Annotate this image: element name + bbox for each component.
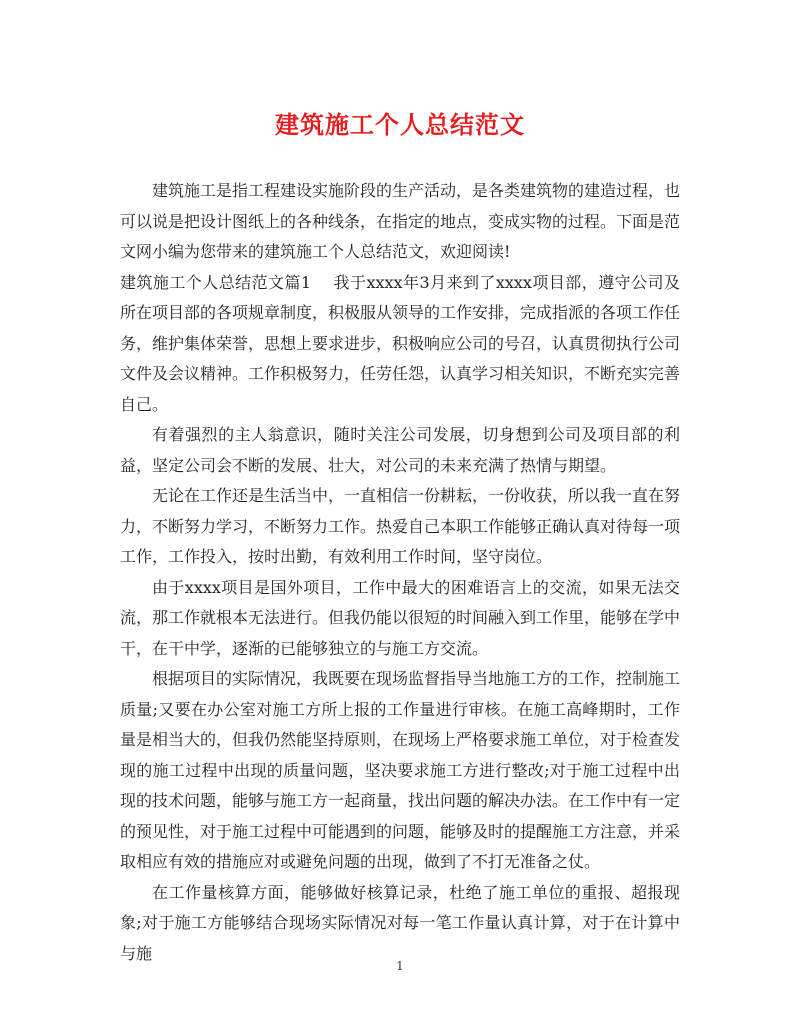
body-paragraph: 有着强烈的主人翁意识，随时关注公司发展，切身想到公司及项目部的利益，坚定公司会不断的发展、壮大，对公司的未来充满了热情与期望。 bbox=[120, 425, 680, 475]
body-paragraph: 由于xxxx项目是国外项目，工作中最大的困难语言上的交流，如果无法交流，那工作就根本无法进行。但我仍能以很短的时间融入到工作里，能够在学中干，在干中学，逐渐的已能够独立的与施工方交流。 bbox=[120, 577, 681, 658]
section-heading: 建筑施工个人总结范文篇1 bbox=[120, 272, 312, 292]
section-first-text: 我于xxxx年3月来到了xxxx项目部，遵守公司及所在项目部的各项规章制度，积极服从领导的工作安排，完成指派的各项工作任务，维护集体荣誉，思想上要求进步，积极响应公司的号召，认真贯彻执行公司文件及会议精神。工作积极努力，任劳任怨，认真学习相关知识，不断充实完善自己。 bbox=[120, 272, 681, 414]
page-number: 1 bbox=[396, 959, 404, 973]
document-title: 建筑施工个人总结范文 bbox=[275, 110, 525, 139]
intro-paragraph: 建筑施工是指工程建设实施阶段的生产活动，是各类建筑物的建造过程，也可以说是把设计图纸上的各种线条，在指定的地点，变成实物的过程。下面是范文网小编为您带来的建筑施工个人总结范文，欢迎阅读! bbox=[120, 181, 681, 261]
body-paragraph: 无论在工作还是生活当中，一直相信一份耕耘，一份收获，所以我一直在努力，不断努力学习，不断努力工作。热爱自己本职工作能够正确认真对待每一项工作，工作投入，按时出勤，有效利用工作时间，坚守岗位。 bbox=[120, 486, 681, 566]
body-paragraph: 根据项目的实际情况，我既要在现场监督指导当地施工方的工作，控制施工质量;又要在办公室对施工方所上报的工作量进行审核。在施工高峰期时，工作量是相当大的，但我仍然能坚持原则，在现场上严格要求施工单位，对于检查发现的施工过程中出现的质量问题，坚决要求施工方进行整改;对于施工过程中出现的技术问题，能够与施工方一起商量，找出问题的解决办法。在工作中有一定的预见性，对于施工过程中可能遇到的问题，能够及时的提醒施工方注意，并采取相应有效的措施应对或避免问题的出现，做到了不打无准备之仗。 bbox=[120, 669, 681, 871]
document-body bbox=[120, 176, 680, 969]
body-paragraph: 在工作量核算方面，能够做好核算记录，杜绝了施工单位的重报、超报现象;对于施工方能够结合现场实际情况对每一笔工作量认真计算，对于在计算中与施 bbox=[120, 882, 680, 963]
section-first-paragraph bbox=[120, 268, 680, 421]
